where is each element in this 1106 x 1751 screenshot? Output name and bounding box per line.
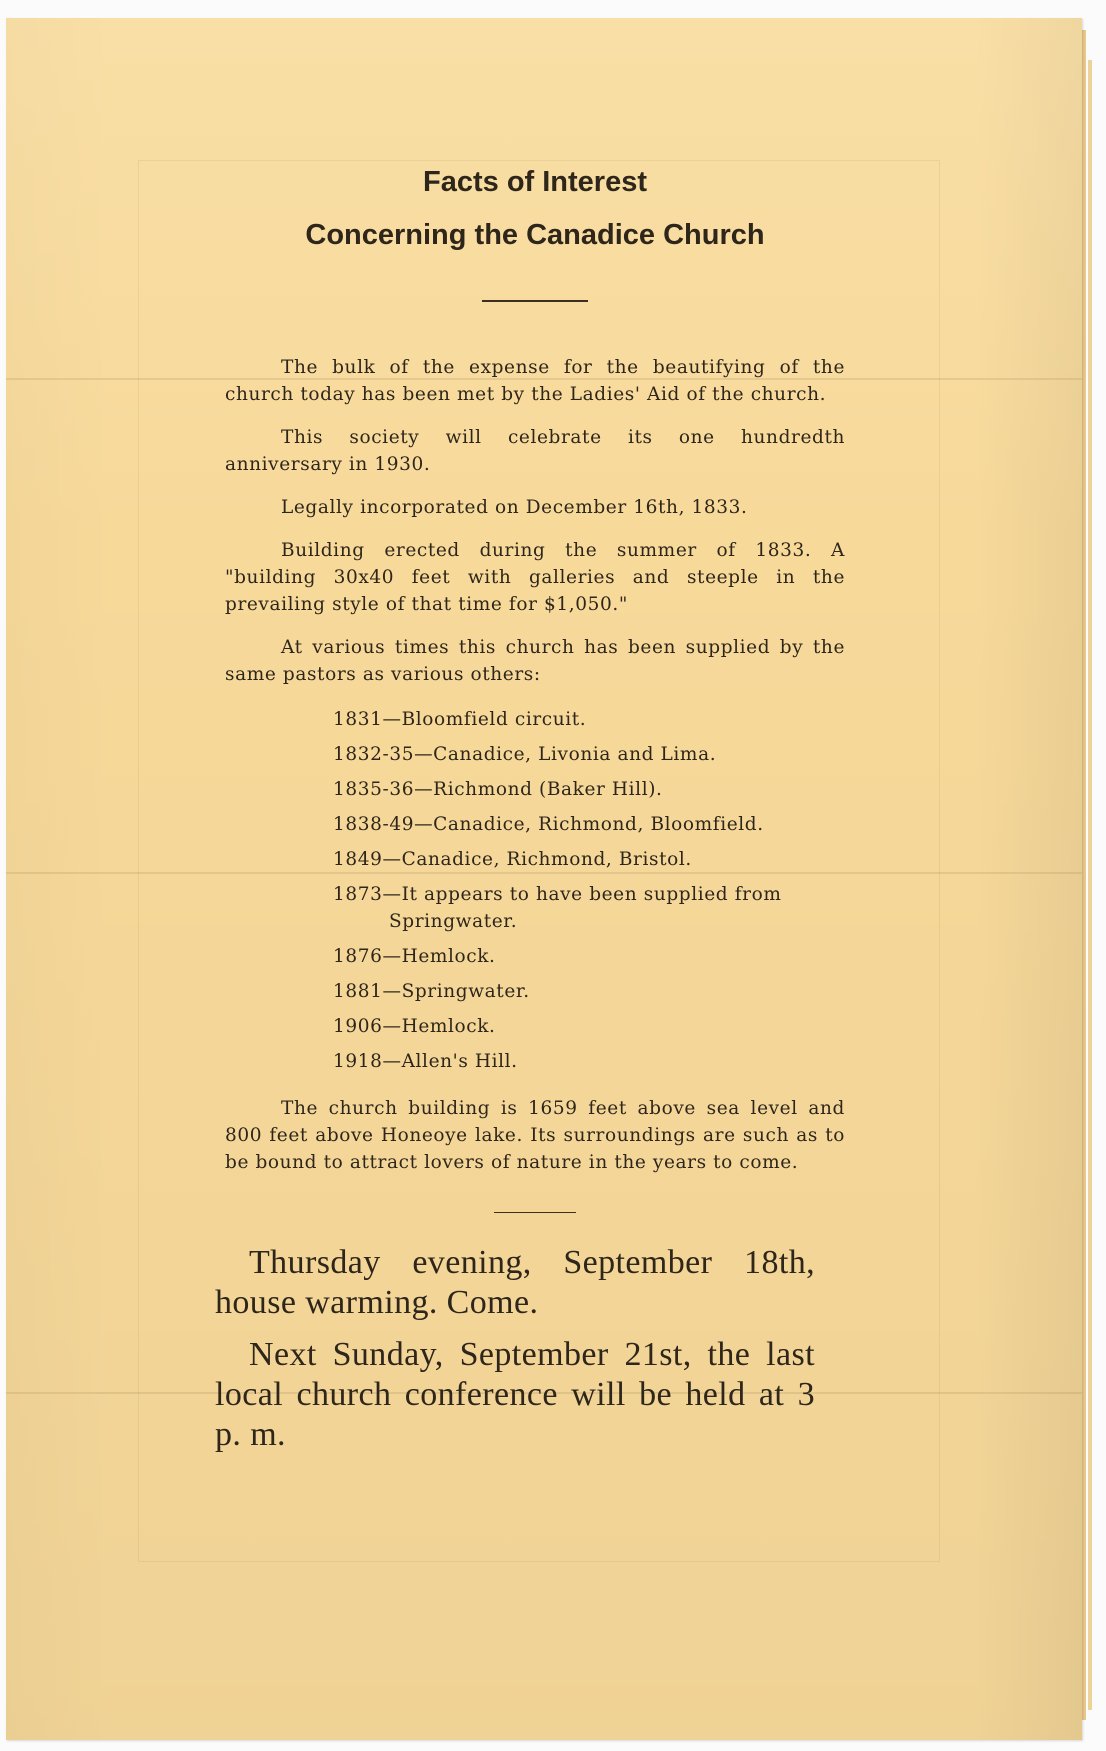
paragraph-pastors-intro: At various times this church has been supplied by the same pastors as various others: [225,636,845,685]
list-item: 1835-36—Richmond (Baker Hill). [333,778,663,800]
paragraph-incorporation: Legally incorporated on December 16th, 1833. [281,496,748,518]
list-item: 1873—It appears to have been supplied from Springwater. [333,883,782,932]
list-item: 1838-49—Canadice, Richmond, Bloomfield. [333,813,764,835]
pastor-list [225,706,845,1075]
document-title: Facts of Interest [423,166,647,198]
section-divider [494,1212,576,1213]
list-item: 1849—Canadice, Richmond, Bristol. [333,848,692,870]
list-item: 1918—Allen's Hill. [333,1050,518,1072]
list-item: 1831—Bloomfield circuit. [333,708,587,730]
list-item: 1876—Hemlock. [333,945,496,967]
list-item: 1881—Springwater. [333,980,530,1002]
document-subtitle: Concerning the Canadice Church [305,218,765,251]
paragraph-anniversary: This society will celebrate its one hundredth anniversary in 1930. [225,426,845,475]
notice-conference: Next Sunday, September 21st, the last local church conference will be held at 3 p. m. [215,1335,815,1453]
paragraph-elevation: The church building is 1659 feet above sea level and 800 feet above Honeoye lake. Its surroundings are such as to be bound to attract lovers of nature in the years to come. [225,1097,845,1173]
paper-edge [1082,30,1086,1720]
title-divider [482,300,588,302]
notice-house-warming: Thursday evening, September 18th, house warming. Come. [215,1243,815,1321]
list-item: 1906—Hemlock. [333,1015,496,1037]
document-body [215,155,845,1467]
list-item: 1832-35—Canadice, Livonia and Lima. [333,743,717,765]
paragraph-ladies-aid: The bulk of the expense for the beautifying of the church today has been met by the Ladies' Aid of the church. [225,356,845,405]
paragraph-building: Building erected during the summer of 1833. A "building 30x40 feet with galleries and steeple in the prevailing style of that time for $1,050." [225,539,845,615]
paper-edge-back [1088,60,1092,1710]
